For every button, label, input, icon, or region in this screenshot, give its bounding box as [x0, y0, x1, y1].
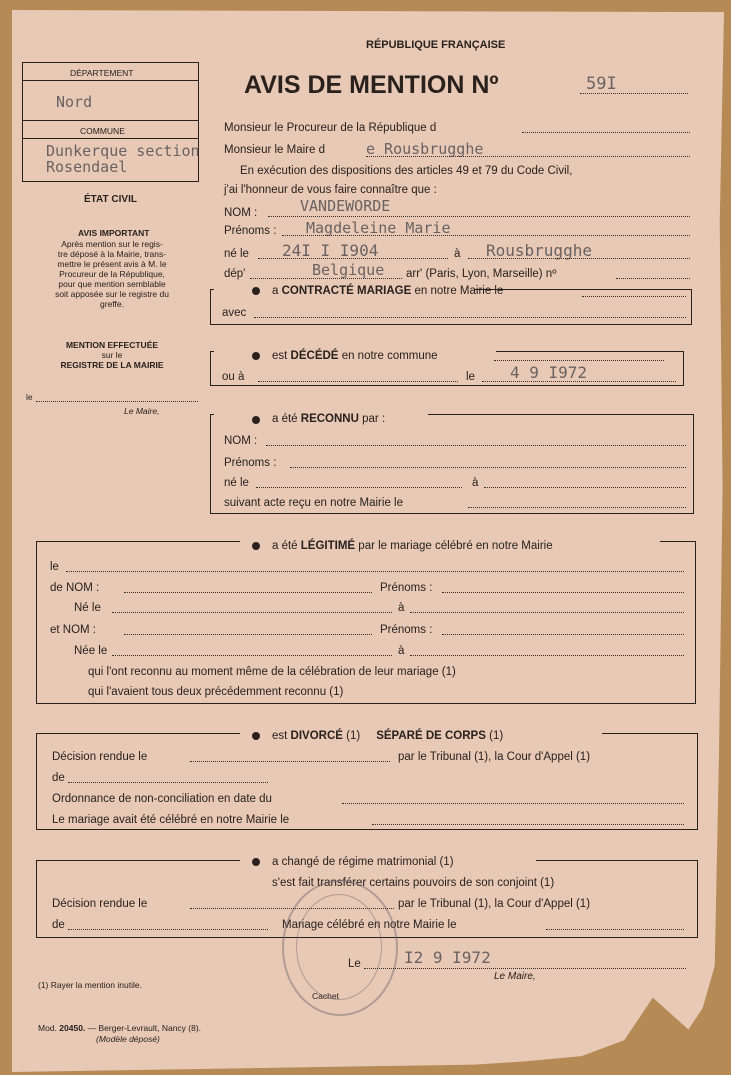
divorce-de-label: de	[52, 772, 65, 784]
legitime-prenoms-label: Prénoms :	[380, 582, 433, 594]
official-seal-inner	[296, 894, 382, 1000]
a-label: à	[454, 248, 461, 260]
legitime-line2: qui l'avaient tous deux précédemment reconnu (1)	[88, 686, 344, 698]
reconnu-a-label: à	[472, 477, 479, 489]
divorce-mariage-line	[372, 824, 684, 825]
prenoms-line	[282, 235, 690, 236]
legitime-prenoms2-label: Prénoms :	[380, 624, 433, 636]
legitime-prenoms2-line	[442, 634, 684, 635]
legitime-heading: a été LÉGITIMÉ par le mariage célébré en notre Mairie	[272, 540, 553, 552]
divider	[22, 80, 199, 81]
divorce-mariage-label: Le mariage avait été célébré en notre Mairie le	[52, 814, 290, 826]
legitime-le-line	[66, 571, 684, 572]
model-depose: (Modèle déposé)	[96, 1034, 160, 1044]
maire-line	[366, 156, 690, 157]
legitime-line1: qui l'ont reconnu au moment même de la célébration de leur mariage (1)	[88, 666, 456, 678]
arr-line	[616, 278, 690, 279]
model-reference: Mod. 20450. — Berger-Levrault, Nancy (8).	[38, 1023, 202, 1033]
legitime-ne-le-label: Né le	[74, 602, 101, 614]
reconnu-prenoms-line	[290, 467, 686, 468]
reconnu-ne-le-line	[256, 487, 462, 488]
regime-line1: a changé de régime matrimonial (1)	[272, 856, 454, 868]
mariage-avec-line	[254, 317, 686, 318]
mention-number: 59I	[586, 74, 617, 94]
mariage-avec-label: avec	[222, 307, 247, 319]
arr-label: arr' (Paris, Lyon, Marseille) nº	[406, 268, 557, 280]
divorce-de-line	[68, 782, 268, 783]
mariage-heading: a CONTRACTÉ MARIAGE en notre Mairie le	[272, 285, 504, 297]
prenoms-label: Prénoms :	[224, 225, 277, 237]
legitime-nee-le-label: Née le	[74, 645, 108, 657]
reconnu-nom-line	[266, 445, 686, 446]
form-title: AVIS DE MENTION Nº	[244, 71, 499, 99]
left-le-label: le	[26, 392, 33, 402]
a-line	[468, 258, 690, 259]
regime-line2: s'est fait transférer certains pouvoirs de son conjoint (1)	[272, 877, 555, 889]
footer-date-value: I2 9 I972	[404, 948, 491, 967]
divider	[22, 120, 199, 121]
mention-effectuee: MENTION EFFECTUÉE sur le REGISTRE DE LA MAIRIE	[60, 340, 164, 370]
left-le-line	[36, 401, 198, 402]
commune-value-line1: Dunkerque section	[46, 142, 200, 160]
etat-civil-heading: ÉTAT CIVIL	[84, 194, 137, 205]
commune-value-line2: Rosendael	[46, 158, 128, 176]
decede-date-value: 4 9 I972	[510, 363, 588, 382]
reconnu-bullet	[252, 416, 260, 424]
legitime-prenoms-line	[442, 592, 684, 593]
rayer-note: (1) Rayer la mention inutile.	[38, 980, 142, 990]
decede-date-line	[482, 381, 676, 382]
legitime-de-nom-line	[124, 592, 372, 593]
nom-line	[268, 216, 690, 217]
mariage-date-line	[582, 296, 686, 297]
ne-le-value: 24I I I904	[282, 241, 379, 260]
regime-de-line	[68, 929, 268, 930]
divorce-bullet	[252, 732, 260, 740]
legitime-ne-le-line	[112, 612, 392, 613]
reconnu-suivant-line	[468, 507, 686, 508]
regime-decision-label: Décision rendue le	[52, 898, 148, 910]
dep-line	[250, 278, 402, 279]
legitime-a-line	[410, 612, 684, 613]
divorce-ordonnance-label: Ordonnance de non-conciliation en date du	[52, 793, 272, 805]
reconnu-nom-label: NOM :	[224, 435, 258, 447]
reconnu-ne-le-label: né le	[224, 477, 249, 489]
decede-ou-a-label: ou à	[222, 371, 245, 383]
departement-label: DÉPARTEMENT	[70, 68, 134, 78]
divorce-heading: est DIVORCÉ (1) SÉPARÉ DE CORPS (1)	[272, 730, 504, 742]
legitime-box	[36, 541, 696, 704]
maire-value: e Rousbrugghe	[366, 140, 484, 158]
avis-important-text: Après mention sur le regis- tre déposé à la Mairie, trans- mettre le présent avis à M. le Procureur de la République, pour que mention semblable soit apposée sur le registre du greffe.	[55, 239, 169, 309]
procureur-line	[522, 132, 690, 133]
left-maire-signature-label: Le Maire,	[124, 406, 160, 416]
decede-heading: est DÉCÉDÉ en notre commune	[272, 350, 438, 362]
legitime-et-nom-line	[124, 634, 372, 635]
legitime-et-nom-label: et NOM :	[50, 624, 97, 636]
maire-label: Monsieur le Maire d	[224, 144, 325, 156]
reconnu-prenoms-label: Prénoms :	[224, 457, 277, 469]
footer-maire-label: Le Maire,	[494, 971, 536, 982]
decede-bullet	[252, 352, 260, 360]
dep-value: Belgique	[312, 261, 385, 279]
nom-value: VANDEWORDE	[300, 197, 391, 215]
decede-commune-line	[494, 360, 664, 361]
a-value: Rousbrugghe	[486, 241, 592, 260]
regime-tribunal-label: par le Tribunal (1), la Cour d'Appel (1)	[398, 898, 591, 910]
reconnu-a-line	[484, 487, 686, 488]
cachet-label: Cachet	[312, 991, 339, 1001]
procureur-label: Monsieur le Procureur de la République d	[224, 122, 437, 134]
divorce-decision-label: Décision rendue le	[52, 751, 148, 763]
ne-le-line	[258, 258, 448, 259]
dep-label: dép'	[224, 268, 246, 280]
legitime-a2-line	[410, 655, 684, 656]
decede-ou-a-line	[258, 381, 458, 382]
republic-heading: RÉPUBLIQUE FRANÇAISE	[366, 39, 506, 51]
footer-le-label: Le	[348, 958, 361, 970]
legitime-de-nom-label: de NOM :	[50, 582, 100, 594]
divider	[22, 138, 199, 139]
regime-bullet	[252, 858, 260, 866]
regime-mariage-line	[546, 929, 684, 930]
reconnu-suivant-label: suivant acte reçu en notre Mairie le	[224, 497, 403, 509]
divorce-decision-line	[190, 761, 390, 762]
legitime-le-label: le	[50, 561, 59, 573]
decede-le-label: le	[466, 371, 475, 383]
nom-label: NOM :	[224, 207, 258, 219]
execution-text: En exécution des dispositions des articles 49 et 79 du Code Civil,	[240, 165, 573, 177]
divorce-tribunal-label: par le Tribunal (1), la Cour d'Appel (1)	[398, 751, 591, 763]
legitime-nee-le-line	[112, 655, 392, 656]
legitime-a-label: à	[398, 602, 405, 614]
ne-le-label: né le	[224, 248, 249, 260]
legitime-a2-label: à	[398, 645, 405, 657]
honneur-text: j'ai l'honneur de vous faire connaître que :	[224, 184, 437, 196]
footer-date-line	[364, 968, 686, 969]
reconnu-heading: a été RECONNU par :	[272, 413, 386, 425]
avis-important-heading: AVIS IMPORTANT	[78, 228, 150, 238]
legitime-bullet	[252, 542, 260, 550]
number-line	[580, 93, 688, 94]
mariage-bullet	[252, 287, 260, 295]
departement-value: Nord	[56, 93, 93, 111]
regime-mariage-label: Mariage célébré en notre Mairie le	[282, 919, 457, 931]
commune-label: COMMUNE	[80, 126, 125, 136]
regime-de-label: de	[52, 919, 65, 931]
prenoms-value: Magdeleine Marie	[306, 219, 451, 237]
divorce-ordonnance-line	[342, 803, 684, 804]
